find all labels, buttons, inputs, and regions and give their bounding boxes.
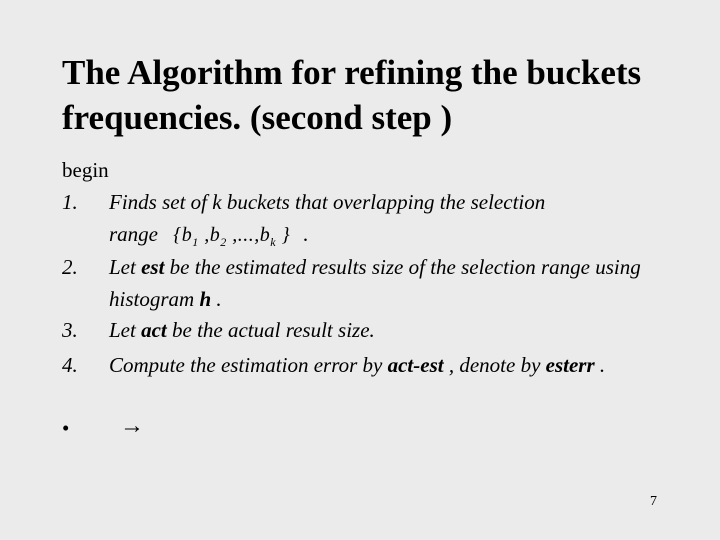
step-number: 3.	[62, 318, 78, 342]
right-arrow-icon: →	[120, 413, 144, 439]
step-text: Let est be the estimated results size of the selection range using histogram h .	[109, 255, 641, 311]
begin-label: begin	[62, 158, 109, 182]
slide-title: The Algorithm for refining the buckets frequencies. (second step )	[62, 53, 642, 137]
bullet-point: •	[62, 416, 70, 440]
step-text: Compute the estimation error by act-est , denote by esterr .	[109, 353, 606, 377]
bucket-set-formula: {$b_1$ $,b_2$ $,...,b_k$ }	[173, 224, 291, 249]
step-number: 4.	[62, 353, 78, 377]
step-text: Let act be the actual result size.	[109, 318, 375, 342]
step-number: 1.	[62, 190, 78, 214]
page-number: 7	[650, 494, 657, 509]
step-text: Finds set of k buckets that overlapping the selection range {$b_1$ $,b_2$ $,...,b_k$ } .	[109, 186, 669, 258]
step-number: 2.	[62, 255, 78, 279]
